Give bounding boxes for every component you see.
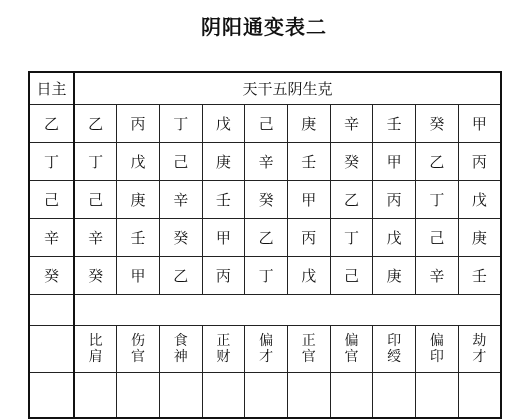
empty-cell bbox=[330, 373, 373, 419]
ten-gods-row bbox=[29, 326, 501, 373]
stem-cell: 乙 bbox=[416, 143, 459, 181]
empty-cell bbox=[117, 373, 160, 419]
ten-god-cell bbox=[245, 326, 288, 373]
stem-cell: 丁 bbox=[245, 257, 288, 295]
table-row bbox=[29, 257, 501, 295]
stem-cell: 癸 bbox=[159, 219, 202, 257]
stem-cell: 乙 bbox=[159, 257, 202, 295]
stem-cell: 戊 bbox=[202, 105, 245, 143]
ten-god-cell bbox=[117, 326, 160, 373]
stem-cell: 辛 bbox=[330, 105, 373, 143]
stem-cell: 丁 bbox=[74, 143, 117, 181]
day-master-cell: 丁 bbox=[29, 143, 74, 181]
ten-god-cell bbox=[373, 326, 416, 373]
ten-god-label: 偏才 bbox=[259, 333, 274, 365]
empty-cell bbox=[416, 373, 459, 419]
table-row bbox=[29, 181, 501, 219]
empty-row bbox=[29, 373, 501, 419]
stem-cell: 辛 bbox=[74, 219, 117, 257]
stem-cell: 乙 bbox=[74, 105, 117, 143]
ten-god-cell bbox=[330, 326, 373, 373]
ten-god-label: 印绶 bbox=[387, 333, 402, 365]
stem-cell: 己 bbox=[74, 181, 117, 219]
ten-god-label: 偏官 bbox=[344, 333, 359, 365]
ten-god-cell bbox=[202, 326, 245, 373]
ten-god-label: 劫才 bbox=[472, 333, 487, 365]
stem-cell: 癸 bbox=[330, 143, 373, 181]
ten-god-cell bbox=[416, 326, 459, 373]
ten-gods-table bbox=[28, 71, 502, 419]
day-master-cell: 乙 bbox=[29, 105, 74, 143]
stem-cell: 癸 bbox=[74, 257, 117, 295]
stem-cell: 甲 bbox=[373, 143, 416, 181]
stem-cell: 己 bbox=[416, 219, 459, 257]
stem-cell: 乙 bbox=[245, 219, 288, 257]
stem-cell: 戊 bbox=[373, 219, 416, 257]
empty-cell bbox=[245, 373, 288, 419]
stem-cell: 庚 bbox=[458, 219, 501, 257]
ten-god-label: 食神 bbox=[173, 333, 188, 365]
table-row bbox=[29, 219, 501, 257]
day-master-cell: 己 bbox=[29, 181, 74, 219]
stem-cell: 丁 bbox=[416, 181, 459, 219]
stem-cell: 己 bbox=[159, 143, 202, 181]
stem-cell: 庚 bbox=[373, 257, 416, 295]
stem-cell: 壬 bbox=[117, 219, 160, 257]
blank-row bbox=[29, 295, 501, 326]
ten-god-cell bbox=[74, 326, 117, 373]
stem-cell: 甲 bbox=[287, 181, 330, 219]
stem-cell: 壬 bbox=[373, 105, 416, 143]
stem-cell: 辛 bbox=[245, 143, 288, 181]
stem-cell: 辛 bbox=[159, 181, 202, 219]
empty-cell bbox=[74, 295, 501, 326]
stem-cell: 庚 bbox=[287, 105, 330, 143]
empty-cell bbox=[29, 326, 74, 373]
ten-god-cell bbox=[287, 326, 330, 373]
empty-cell bbox=[74, 373, 117, 419]
ten-god-label: 偏印 bbox=[429, 333, 444, 365]
stem-cell: 癸 bbox=[245, 181, 288, 219]
stem-cell: 甲 bbox=[117, 257, 160, 295]
stem-cell: 丁 bbox=[330, 219, 373, 257]
empty-cell bbox=[202, 373, 245, 419]
ten-god-label: 正财 bbox=[216, 333, 231, 365]
ten-god-label: 伤官 bbox=[131, 333, 146, 365]
ten-god-label: 比肩 bbox=[88, 333, 103, 365]
stem-cell: 丙 bbox=[202, 257, 245, 295]
empty-cell bbox=[159, 373, 202, 419]
span-header: 天干五阴生克 bbox=[74, 72, 501, 105]
day-master-cell: 辛 bbox=[29, 219, 74, 257]
page-title: 阴阳通变表二 bbox=[201, 15, 327, 39]
stem-cell: 甲 bbox=[458, 105, 501, 143]
day-master-cell: 癸 bbox=[29, 257, 74, 295]
table-row bbox=[29, 105, 501, 143]
corner-header: 日主 bbox=[29, 72, 74, 105]
empty-cell bbox=[287, 373, 330, 419]
stem-cell: 甲 bbox=[202, 219, 245, 257]
stem-cell: 癸 bbox=[416, 105, 459, 143]
stem-cell: 壬 bbox=[287, 143, 330, 181]
ten-god-label: 正官 bbox=[301, 333, 316, 365]
empty-cell bbox=[373, 373, 416, 419]
empty-cell bbox=[29, 373, 74, 419]
empty-cell bbox=[29, 295, 74, 326]
stem-cell: 壬 bbox=[458, 257, 501, 295]
ten-god-cell bbox=[159, 326, 202, 373]
table-row bbox=[29, 143, 501, 181]
stem-cell: 乙 bbox=[330, 181, 373, 219]
stem-cell: 丙 bbox=[373, 181, 416, 219]
ten-god-cell bbox=[458, 326, 501, 373]
stem-cell: 丁 bbox=[159, 105, 202, 143]
stem-cell: 丙 bbox=[117, 105, 160, 143]
stem-cell: 丙 bbox=[287, 219, 330, 257]
stem-cell: 戊 bbox=[287, 257, 330, 295]
stem-cell: 丙 bbox=[458, 143, 501, 181]
header-row bbox=[29, 72, 501, 105]
stem-cell: 庚 bbox=[202, 143, 245, 181]
stem-cell: 戊 bbox=[458, 181, 501, 219]
stem-cell: 戊 bbox=[117, 143, 160, 181]
stem-cell: 壬 bbox=[202, 181, 245, 219]
stem-cell: 己 bbox=[330, 257, 373, 295]
stem-cell: 己 bbox=[245, 105, 288, 143]
stem-cell: 辛 bbox=[416, 257, 459, 295]
empty-cell bbox=[458, 373, 501, 419]
stem-cell: 庚 bbox=[117, 181, 160, 219]
